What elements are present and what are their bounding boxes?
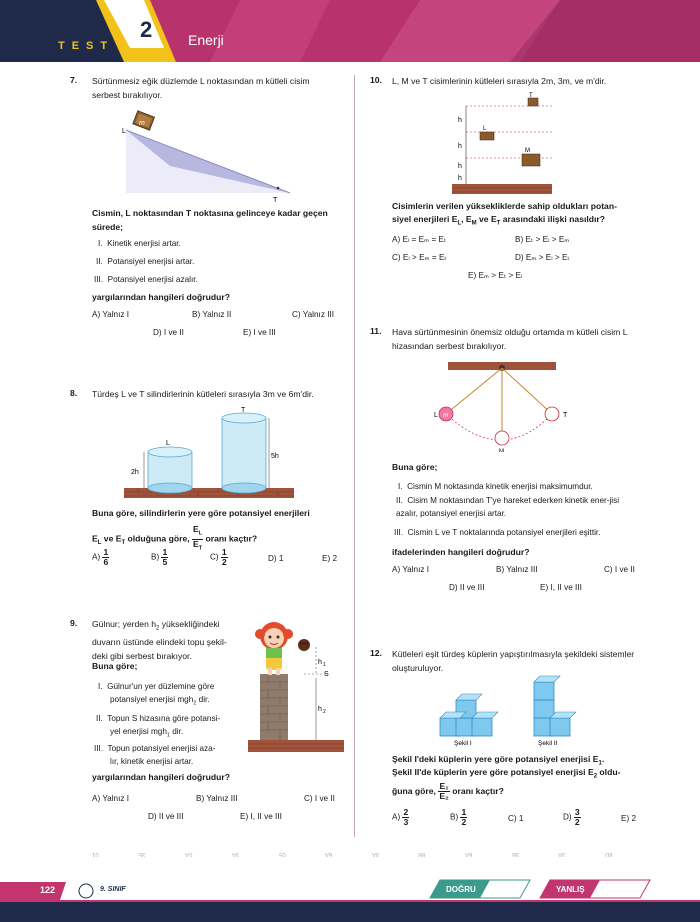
option-c[interactable]: C) Yalnız III bbox=[292, 310, 335, 319]
question-buna: Buna göre; bbox=[392, 462, 438, 472]
answer-key-item: 3B bbox=[512, 851, 520, 857]
question-prompt: Buna göre, silindirlerin yere göre potansiyel enerjileri bbox=[92, 508, 310, 518]
option-d[interactable]: D) I ve II bbox=[153, 328, 184, 337]
wrong-label: YANLIŞ bbox=[556, 885, 585, 894]
column-divider bbox=[354, 75, 355, 837]
option-c[interactable]: C) I ve II bbox=[604, 565, 635, 574]
svg-text:2: 2 bbox=[323, 709, 326, 715]
question-prompt: Cisimlerin verilen yüksekliklerde sahip oldukları potan- bbox=[392, 201, 617, 211]
question-stem: Kütleleri eşit türdeş küplerin yapıştırılmasıyla şekildeki sistemler oluşturuluyor. bbox=[392, 649, 635, 673]
heights-figure bbox=[452, 92, 562, 196]
page-number: 122 bbox=[40, 885, 56, 895]
option-c[interactable]: C) $\frac{1}{2}$ bbox=[210, 547, 227, 567]
option-e[interactable]: E) I, II ve III bbox=[240, 812, 282, 821]
option-b[interactable]: B) Eₜ > Eₗ > Eₘ bbox=[515, 235, 570, 244]
answer-key-item: 0A bbox=[185, 851, 193, 857]
statement-2: II. Topun S hizasına göre potansi- yel enerjisi mgh$_1$ dir. bbox=[96, 714, 221, 739]
test-label: TEST bbox=[58, 40, 115, 52]
girl-wall-figure bbox=[248, 612, 346, 754]
svg-text:L: L bbox=[434, 412, 438, 419]
option-d[interactable]: D) 1 bbox=[268, 554, 284, 563]
option-d[interactable]: D) II ve III bbox=[449, 583, 485, 592]
option-d[interactable]: D) Eₘ > Eₗ > Eₜ bbox=[515, 253, 570, 262]
svg-text:h: h bbox=[458, 175, 462, 182]
answer-key-item: 01 bbox=[92, 851, 99, 857]
option-a[interactable]: A) $\frac{2}{3}$ bbox=[392, 807, 409, 827]
question-number: 7. bbox=[70, 75, 78, 85]
question-prompt: Şekil I'deki küplerin yere göre potansiyel enerjisi $E_1$. bbox=[392, 754, 605, 767]
option-d[interactable]: D) $\frac{3}{2}$ bbox=[563, 807, 580, 827]
question-stem: Gülnur; yerden $h_2$ yüksekliğindeki duvarın üstünde elindeki topu şekil- deki gibi serbest bırakıyor. bbox=[92, 619, 227, 661]
svg-text:1: 1 bbox=[323, 662, 326, 668]
svg-text:h: h bbox=[458, 117, 462, 124]
question-stem: Sürtünmesiz eğik düzlemde L noktasından m kütleli cisim serbest bırakılıyor. bbox=[92, 76, 310, 100]
svg-text:T: T bbox=[529, 93, 533, 99]
page-header bbox=[0, 0, 700, 62]
svg-text:h: h bbox=[458, 163, 462, 170]
answer-key-item: 3A bbox=[232, 851, 240, 857]
question-stem: Hava sürtünmesinin önemsiz olduğu ortamda m kütleli cisim L hizasından serbest bırakılıyor. bbox=[392, 327, 628, 351]
question-number: 12. bbox=[370, 648, 382, 658]
svg-text:h: h bbox=[318, 706, 322, 713]
cubes-figure bbox=[434, 672, 594, 748]
header-banner bbox=[0, 0, 700, 62]
svg-text:2h: 2h bbox=[131, 469, 139, 476]
svg-text:L: L bbox=[122, 128, 126, 135]
question-ask: yargılarından hangileri doğrudur? bbox=[92, 292, 230, 302]
svg-text:L: L bbox=[483, 126, 487, 132]
answer-key-item: 8B bbox=[418, 851, 426, 857]
option-e[interactable]: E) I, II ve III bbox=[540, 583, 582, 592]
option-c[interactable]: C) I ve II bbox=[304, 794, 335, 803]
question-ask: yargılarından hangileri doğrudur? bbox=[92, 772, 230, 782]
question-prompt-2: Şekil II'de küplerin yere göre potansiyel enerjisi $E_2$ oldu- bbox=[392, 767, 621, 780]
option-a[interactable]: A) Yalnız I bbox=[392, 565, 430, 574]
question-number: 8. bbox=[70, 388, 78, 398]
option-c[interactable]: C) Eₗ > Eₘ = Eₜ bbox=[392, 253, 447, 262]
option-b[interactable]: B) Yalnız III bbox=[196, 794, 238, 803]
test-number: 2 bbox=[140, 17, 153, 42]
question-number: 11. bbox=[370, 326, 382, 336]
svg-text:h: h bbox=[458, 143, 462, 150]
option-b[interactable]: B) Yalnız III bbox=[496, 565, 538, 574]
answer-key-item: 3A bbox=[372, 851, 380, 857]
svg-text:T: T bbox=[273, 197, 278, 204]
correct-label: DOĞRU bbox=[446, 885, 476, 894]
option-a[interactable]: A) Yalnız I bbox=[92, 794, 130, 803]
svg-text:m: m bbox=[443, 412, 449, 419]
answer-key-item: 8D bbox=[605, 851, 613, 857]
cylinders-figure bbox=[118, 404, 298, 500]
statement-1: I. Kinetik enerjisi artar. bbox=[98, 239, 181, 248]
svg-text:Şekil II: Şekil II bbox=[538, 740, 558, 747]
svg-text:5h: 5h bbox=[271, 453, 279, 460]
pendulum-figure bbox=[430, 358, 580, 452]
footer-banner bbox=[0, 872, 700, 922]
question-number: 10. bbox=[370, 75, 382, 85]
option-e[interactable]: E) I ve III bbox=[243, 328, 276, 337]
svg-text:M: M bbox=[499, 449, 504, 452]
option-b[interactable]: B) $\frac{1}{2}$ bbox=[450, 807, 467, 827]
question-prompt-2: siyel enerjileri $E_L$, $E_M$ ve $E_T$ arasındaki ilişki nasıldır? bbox=[392, 214, 605, 227]
question-prompt-2: $E_L$ ve $E_T$ olduğuna göre, $\frac{E_L}{E_T}$ oranı kaçtır? bbox=[92, 524, 258, 552]
question-ask: ifadelerinden hangileri doğrudur? bbox=[392, 547, 530, 557]
answer-key-item: 05 bbox=[279, 851, 286, 857]
svg-text:h: h bbox=[318, 659, 322, 666]
svg-text:T: T bbox=[563, 412, 568, 419]
option-c[interactable]: C) 1 bbox=[508, 814, 524, 823]
svg-text:m: m bbox=[139, 120, 145, 127]
statement-1: I. Gülnur'un yer düzlemine göre potansiyel enerjisi mgh$_2$ dir. bbox=[98, 682, 215, 707]
answer-key-item: 6A bbox=[465, 851, 473, 857]
svg-text:T: T bbox=[241, 407, 246, 414]
option-a[interactable]: A) Yalnız I bbox=[92, 310, 130, 319]
svg-text:S: S bbox=[324, 671, 329, 678]
option-a[interactable]: A) $\frac{1}{6}$ bbox=[92, 547, 109, 567]
option-a[interactable]: A) Eₗ = Eₘ = Eₜ bbox=[392, 235, 447, 244]
question-prompt-3: ğuna göre, $\frac{\text{E₁}}{\text{E₂}}$ oranı kaçtır? bbox=[392, 781, 504, 801]
answer-key-item: 6A bbox=[325, 851, 333, 857]
answer-key-item: 3E bbox=[138, 851, 146, 857]
page-footer bbox=[0, 872, 700, 922]
option-e[interactable]: E) 2 bbox=[621, 814, 637, 823]
svg-text:M: M bbox=[525, 148, 530, 154]
question-stem: L, M ve T cisimlerinin kütleleri sırasıyla 2m, 3m, ve m'dir. bbox=[392, 76, 607, 86]
option-b[interactable]: B) Yalnız II bbox=[192, 310, 232, 319]
statement-2: II. Cisim M noktasından T'ye hareket ederken kinetik ener-jisi azalır, potansiyel enerjisi artar. bbox=[396, 496, 620, 518]
statement-3: III. Potansiyel enerjisi azalır. bbox=[94, 275, 198, 284]
question-buna: Buna göre; bbox=[92, 661, 138, 671]
answer-key-item: 3A bbox=[558, 851, 566, 857]
question-number: 9. bbox=[70, 618, 78, 628]
statement-1: I. Cismin M noktasında kinetik enerjisi maksimumdur. bbox=[398, 482, 593, 491]
svg-text:Şekil I: Şekil I bbox=[454, 740, 472, 747]
option-e[interactable]: E) Eₘ > Eₜ > Eₗ bbox=[468, 271, 523, 280]
svg-text:L: L bbox=[166, 440, 170, 447]
option-e[interactable]: E) 2 bbox=[322, 554, 338, 563]
question-prompt: Cismin, L noktasından T noktasına gelinceye kadar geçen sürede; bbox=[92, 208, 328, 232]
statement-2: II. Potansiyel enerjisi artar. bbox=[96, 257, 195, 266]
question-stem: Türdeş L ve T silindirlerinin kütleleri sırasıyla 3m ve 6m'dir. bbox=[92, 389, 314, 399]
grade-label: 9. SINIF bbox=[100, 886, 126, 893]
option-d[interactable]: D) II ve III bbox=[148, 812, 184, 821]
statement-3: III. Cismin L ve T noktalarında potansiyel enerjileri eşittir. bbox=[394, 528, 601, 537]
option-b[interactable]: B) $\frac{1}{5}$ bbox=[151, 547, 168, 567]
incline-figure bbox=[110, 108, 300, 206]
statement-3: III. Topun potansiyel enerjisi aza- lır, kinetik enerjisi artar. bbox=[94, 744, 216, 766]
unit-title: Enerji bbox=[188, 32, 224, 48]
